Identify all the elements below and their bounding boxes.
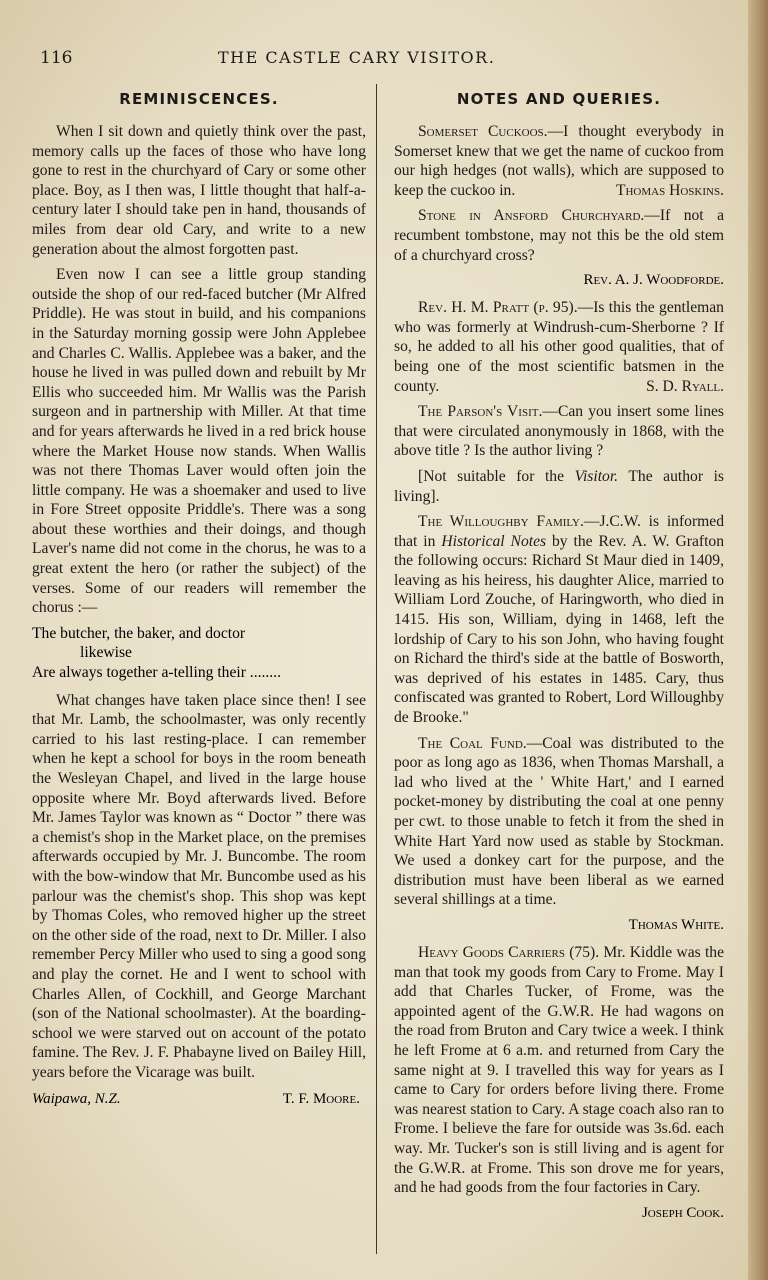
note-pratt-body: —Is this the gentleman who was formerly at Windrush-cum-Sherborne ? If so, he added to all his other good qualities, that of being one of the most scientific batsmen in the county. [394,299,724,395]
chorus-line-3: Are always together a-telling their ........ [32,664,281,682]
page-edge [748,0,768,1280]
note-parson-body: —Can you insert some lines that were circulated anonymously in 1868, with the above title ? Is the author living ? [394,403,724,460]
journal-title: THE CASTLE CARY VISITOR. [218,48,496,67]
note-coal-body: —Coal was distributed to the poor as long ago as 1836, when Thomas Marshall, a lad who lived at the ' White Hart,' and I earned pocket-money by distributing the coal at one penny per cwt. to those unable to fetch it from the shed in White Hart Yard now used as stable by Stockman. We used a donkey cart for the purpose, and the distribution must have been liberal as we earned several shillings at a time. [394,734,724,909]
note-pratt-signature: S. D. Ryall. [646,377,724,395]
note-willoughby [394,512,724,728]
running-header [0,48,760,72]
note-parson-heading: The Parson's Visit. [418,403,543,421]
note-cuckoos [394,122,724,200]
notes-queries-title: NOTES AND QUERIES. [456,90,662,108]
editor-note-a: [Not suitable for the [418,467,575,485]
note-stone-heading: Stone in Ansford Churchyard. [418,207,645,225]
note-coal-heading: The Coal Fund. [418,734,527,752]
paragraph-1: When I sit down and quietly think over the past, memory calls up the faces of those who have long gone to rest in the churchyard of Cary or some other place. Boy, as I then was, I little thought that half-a-century later I should take pen in hand, thousands of miles from dear old Cary, and write to a new generation about the almost forgotten past. [32,123,366,258]
note-pratt [394,298,724,396]
note-heavy-signature: Joseph Cook. [641,1204,724,1221]
note-cuckoos-body: —I thought everybody in Somerset knew that we get the name of cuckoo from our high hedges (not walls), which are supposed to keep the cuckoo in. [394,123,725,199]
column-divider [376,84,377,1254]
right-column [394,90,724,1231]
note-stone-body: —If not a recumbent tombstone, may not this be the old stem of a churchyard cross? [394,207,725,264]
note-stone [394,206,724,265]
note-heavy-body: Mr. Kiddle was the man that took my goods from Cary to Frome. May I add that Charles Tucker, of Frome, was the appointed agent of the G.W.R. He had wagons on the road from Bruton and Cary twice a week. I think he left Frome at 6 a.m. and returned from Cary the same night at 9. I travelled this way for years as I came to Cary for orders before living there. Frome was nearest station to Cary. A stage coach also ran to Frome. I believe the fare for outside was 3s.6d. each way. Mr. Tucker's son is still living and is agent for the G.W.R. at Frome. This son drove me for years, and he had goods from the four factories in Cary. [394,943,724,1197]
note-parson [394,402,724,461]
note-pratt-heading: Rev. H. M. Pratt (p. 95). [418,299,578,317]
note-cuckoos-signature: Thomas Hoskins. [615,181,724,199]
reminiscences-title: REMINISCENCES. [119,90,279,108]
note-willoughby-body-b: by the Rev. A. W. Grafton the following occurs: Richard St Maur died in 1409, leaving as his heiress, his daughter Alice, married to William Lord Zouche, of Haringworth, who died in 1415. His son, William, dying in 1468, left the lordship of Cary to his son John, who having fought on Richard the third's side at the battle of Bosworth, was deprived of his estates in 1485. Cary, thus confiscated was granted to Robert, Lord Willoughby de Brooke." [394,532,724,727]
left-column [32,90,366,1108]
note-stone-signature: Rev. A. J. Woodforde. [583,272,724,289]
page-number: 116 [40,48,73,68]
note-coal-signature: Thomas White. [628,916,724,933]
note-coal [394,734,724,910]
note-cuckoos-heading: Somerset Cuckoos. [418,123,548,140]
editor-note-italic: Visitor. [574,467,619,485]
paragraph-3: What changes have taken place since then! I see that Mr. Lamb, the schoolmaster, was only recently carried to his last resting-place. I can remember when he kept a school for boys in the room beneath the Wesleyan Chapel, and lived in the large house opposite where Mr. Boyd afterwards lived. Before Mr. James Taylor was known as “ Doctor ” there was a chemist's shop in the Market place, on the premises afterwards occupied by Mr. J. Buncombe. The room with the bow-window that Mr. Buncombe used as his parlour was the chemist's shop. This shop was kept by Thomas Coles, who removed higher up the street on the other side of the road, next to Dr. Miller. I also remember Percy Miller who used to sing a good song and play the cornet. He and I went to school with Charles Allen, of Cockhill, and George Marchant (son of the National schoolmaster). At the boarding-school we were starved out on account of the potato famine. The Rev. J. F. Phabayne lived on Bailey Hill, years before the Vicarage was built. [32,691,366,1081]
chorus-line-1: The butcher, the baker, and doctor [32,624,246,642]
note-willoughby-body-a: —J.C.W. is informed that in [394,513,724,550]
chorus [32,624,366,683]
author-name: T. F. Moore. [282,1090,360,1107]
editor-note [394,467,724,506]
note-willoughby-italic: Historical Notes [441,532,547,550]
editor-note-b: The author is living]. [394,467,724,505]
author-location: Waipawa, N.Z. [32,1090,121,1107]
signoff [32,1091,366,1108]
paragraph-2: Even now I can see a little group standing outside the shop of our red-faced butcher (Mr Alfred Priddle). He was stout in build, and his companions in the Saturday morning gossip were John Applebee and Charles C. Wallis. Applebee was a baker, and the house he lived in was pulled down and rebuilt by Mr Ellis who succeeded him. Mr Wallis was the Parish surgeon and in partnership with Miller. At that time and for years afterwards he lived in a red brick house where the Market House now stands. When Wallis was not there Thomas Laver would often join the little company. He was a shoemaker and used to live in Fore Street opposite Priddle's. There was a song about these worthies and their doings, and though Laver's name did not come in the chorus, he was to a great extent the hero (or rather the subject) of the verses. Some of our readers will remember the chorus :— [32,266,366,617]
note-willoughby-heading: The Willoughby Family. [418,513,584,531]
note-heavy [394,943,724,1198]
chorus-line-2: likewise [80,644,132,662]
note-heavy-heading: Heavy Goods Carriers (75). [418,943,600,961]
